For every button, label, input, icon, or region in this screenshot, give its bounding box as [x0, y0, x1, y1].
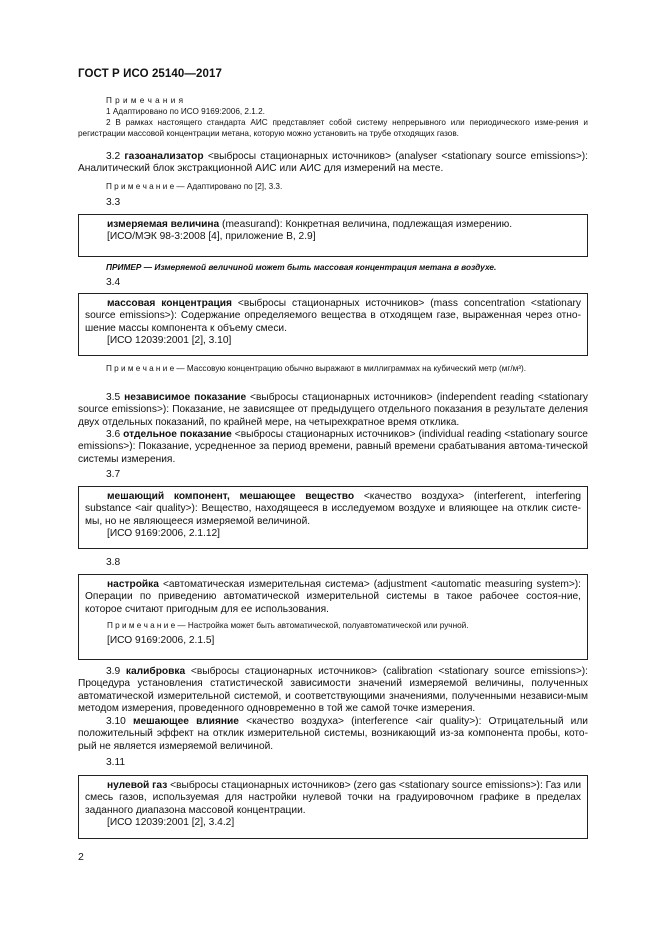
- term-note: П р и м е ч а н и е — Настройка может быть автоматической, полуавтоматической или ручной.: [107, 621, 469, 631]
- term-definition: <выбросы стационарных источников> (individual reading <stationary source emissions>): Показание, усредненное за период времени, равный времени срабатывания автома-тической системы измерения.: [78, 429, 588, 465]
- note-2: 2 В рамках настоящего стандарта АИС представляет собой систему непрерывного или периодического изме-рения и регистрации массовой концентрации метана, которую можно установить на трубе отходящих газов.: [78, 118, 588, 138]
- term-name: калибровка: [125, 666, 186, 677]
- term-definition: <автоматическая измерительная система> (adjustment <automatic measuring system>): Операции по приведению автоматической измерительной системы в такое рабочее состоя-ние, которое считают пригодным для ее использования.: [85, 579, 581, 615]
- term-definition: <выбросы стационарных источников> (independent reading <stationary source emissions>): Показание, не зависящее от предыдущего отдельного показания в результате деления двух отдельных показаний, по крайней мере, на четырехкратное время отклика.: [78, 392, 588, 428]
- term-number: 3.9: [106, 666, 121, 677]
- term-name: настройка: [107, 579, 159, 590]
- term-reference: [ИСО 12039:2001 [2], 3.10]: [107, 335, 232, 347]
- term-definition: <выбросы стационарных источников> (analyser <stationary source emissions>): Аналитический блок экстракционной АИС или АИС для измерений на месте.: [78, 151, 588, 175]
- term-3-5: [78, 392, 588, 429]
- note-3-2: П р и м е ч а н и е — Адаптировано по [2], 3.3.: [106, 182, 283, 191]
- term-box-3-4: [78, 293, 588, 356]
- note-3-4: П р и м е ч а н и е — Массовую концентрацию обычно выражают в миллиграммах на кубический метр (мг/м³).: [106, 364, 526, 373]
- term-number-3-8: 3.8: [106, 557, 121, 568]
- term-name: мешающий компонент, мешающее вещество: [107, 491, 355, 502]
- notes-block: [78, 95, 588, 139]
- term-definition: <качество воздуха> (interferent, interfering substance <air quality>): Вещество, находящееся в исследуемом воздухе и влияющее на отклик систе-мы, но не являющееся измеряемой величиной.: [85, 491, 581, 527]
- term-3-10: [78, 716, 588, 753]
- term-number-3-3: 3.3: [106, 197, 121, 208]
- term-box-3-7: [78, 486, 588, 549]
- term-box-3-11: [78, 775, 588, 839]
- term-name: мешающее влияние: [132, 716, 239, 727]
- term-number: 3.5: [106, 392, 121, 403]
- document-header: ГОСТ Р ИСО 25140—2017: [78, 68, 223, 80]
- term-definition: <выбросы стационарных источников> (zero gas <stationary source emissions>): Газ или смесь газов, используемая для настройки нулевой точки на градуировочном графике в пределах заданного диапазона массовой концентрации.: [85, 780, 582, 816]
- notes-title: П р и м е ч а н и я: [106, 96, 184, 105]
- term-definition: <выбросы стационарных источников> (calibration <stationary source emissions>): Процедура установления статистической зависимости значений измеряемой величины, полученных автоматической измерительной системой, и соответствующими значениями, полученными независи-мым методом измерения, проведенного одновременно в той же самой точке измерения.: [78, 666, 588, 715]
- term-number-3-7: 3.7: [106, 469, 121, 480]
- term-reference: [ИСО 12039:2001 [2], 3.4.2]: [107, 817, 235, 829]
- term-definition: <качество воздуха> (interference <air quality>): Отрицательный или положительный эффект на отклик измерительной системы, возникающий из-за компонента пробы, кото-рый не является измеряемой величиной.: [78, 716, 588, 752]
- term-3-9: [78, 666, 588, 716]
- term-name: измеряемая величина: [107, 219, 220, 230]
- term-reference: [ИСО 9169:2006, 2.1.5]: [107, 635, 215, 647]
- term-name: массовая концентрация: [107, 298, 232, 309]
- term-3-2: [78, 151, 588, 176]
- term-reference: [ИСО/МЭК 98-3:2008 [4], приложение B, 2.9]: [107, 231, 316, 243]
- term-number-3-11: 3.11: [106, 757, 126, 768]
- note-1: 1 Адаптировано по ИСО 9169:2006, 2.1.2.: [106, 107, 265, 116]
- term-name: нулевой газ: [107, 780, 168, 791]
- term-3-6: [78, 429, 588, 466]
- term-definition: <выбросы стационарных источников> (mass concentration <stationary source emissions>): Содержание определяемого вещества в отходящем газе, выраженная через отно-шение массы компонента к объему смеси.: [85, 298, 581, 334]
- term-number: 3.2: [106, 151, 121, 162]
- page-number: 2: [78, 851, 84, 863]
- term-definition: (measurand): Конкретная величина, подлежащая измерению.: [219, 219, 513, 230]
- term-reference: [ИСО 9169:2006, 2.1.12]: [107, 528, 221, 540]
- term-box-3-8: [78, 574, 588, 660]
- example-3-3: ПРИМЕР — Измеряемой величиной может быть массовая концентрация метана в воздухе.: [106, 262, 497, 272]
- term-number-3-4: 3.4: [106, 277, 121, 288]
- term-box-3-3: [78, 214, 588, 257]
- term-name: отдельное показание: [123, 429, 232, 440]
- term-number: 3.6: [106, 429, 121, 440]
- term-name: газоанализатор: [124, 151, 204, 162]
- term-name: независимое показание: [124, 392, 247, 403]
- term-number: 3.10: [106, 716, 126, 727]
